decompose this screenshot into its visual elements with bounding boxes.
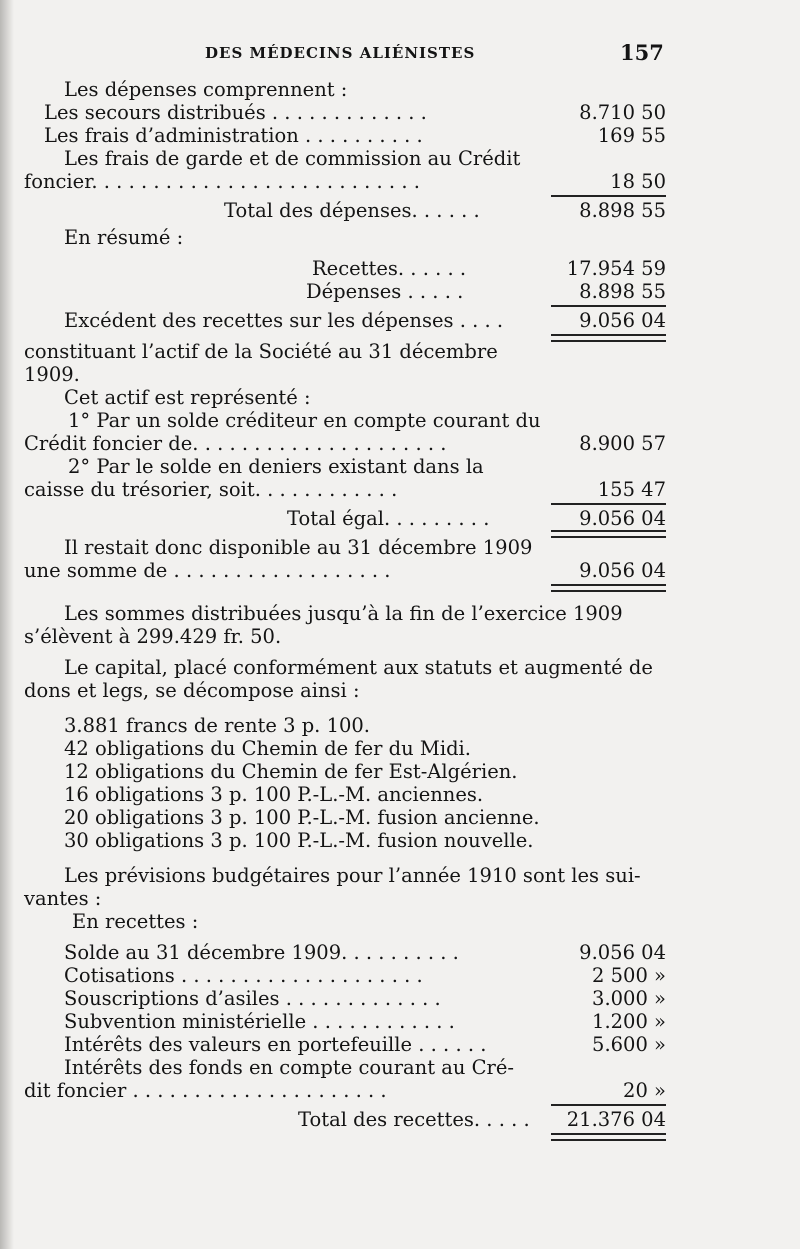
actif-total-amount: 9.056 04 bbox=[579, 507, 666, 530]
prevision-row bbox=[44, 941, 666, 964]
resume-depenses-amount: 8.898 55 bbox=[579, 280, 666, 303]
previsions-rule bbox=[551, 1104, 666, 1106]
resume-depenses-label: Dépenses . . . . . bbox=[306, 280, 464, 303]
previsions-double-rule bbox=[551, 1133, 666, 1141]
prevision-amount: 1.200 » bbox=[592, 1010, 666, 1033]
depenses-row-amount: 8.710 50 bbox=[579, 101, 666, 124]
sommes-line-2: s’élèvent à 299.429 fr. 50. bbox=[24, 625, 282, 648]
prevision-label: Cotisations . . . . . . . . . . . . . . . . . . . . bbox=[64, 964, 423, 987]
previsions-total-label: Total des recettes. . . . . bbox=[298, 1108, 530, 1131]
depenses-row bbox=[44, 101, 666, 124]
resume-intro: En résumé : bbox=[64, 226, 184, 249]
constituant-line-2: 1909. bbox=[24, 363, 80, 386]
resume-recettes-amount: 17.954 59 bbox=[566, 257, 666, 280]
depenses-row-amount: 169 55 bbox=[597, 124, 666, 147]
disponible-row bbox=[24, 559, 666, 582]
depenses-row-label: Les frais d’administration . . . . . . . . . . bbox=[44, 124, 423, 147]
actif-item1-label: Crédit foncier de. . . . . . . . . . . . . . . . . . . . . bbox=[24, 432, 447, 455]
resume-depenses-row bbox=[44, 280, 666, 303]
prevision-row bbox=[44, 1010, 666, 1033]
previsions-total-amount: 21.376 04 bbox=[566, 1108, 666, 1131]
page-edge-shadow bbox=[0, 0, 14, 1249]
garde-row bbox=[24, 170, 666, 193]
actif-rule bbox=[551, 503, 666, 505]
page-number: 157 bbox=[620, 40, 664, 65]
prevision-fonds-row bbox=[24, 1079, 666, 1102]
actif-total-row bbox=[44, 507, 666, 530]
capital-item: 20 obligations 3 p. 100 P.-L.-M. fusion ancienne. bbox=[64, 806, 540, 829]
disponible-amount: 9.056 04 bbox=[579, 559, 666, 582]
prevision-amount: 2 500 » bbox=[592, 964, 666, 987]
capital-item: 3.881 francs de rente 3 p. 100. bbox=[64, 714, 370, 737]
running-title: DES MÉDECINS ALIÉNISTES bbox=[205, 44, 476, 62]
prevision-row bbox=[44, 1033, 666, 1056]
actif-total-label: Total égal. . . . . . . . . bbox=[287, 507, 490, 530]
capital-item: 12 obligations du Chemin de fer Est-Algérien. bbox=[64, 760, 518, 783]
depenses-total-label: Total des dépenses. . . . . . bbox=[224, 199, 480, 222]
prevision-fonds-amount: 20 » bbox=[623, 1079, 666, 1102]
actif-item2-label: caisse du trésorier, soit. . . . . . . . . . . . bbox=[24, 478, 398, 501]
excedent-row bbox=[44, 309, 666, 332]
prevision-label: Solde au 31 décembre 1909. . . . . . . . . . bbox=[64, 941, 459, 964]
previsions-total-row bbox=[44, 1108, 666, 1131]
disponible-label: une somme de . . . . . . . . . . . . . . . . . . bbox=[24, 559, 391, 582]
capital-item: 16 obligations 3 p. 100 P.-L.-M. anciennes. bbox=[64, 783, 484, 806]
actif-item2-row bbox=[24, 478, 666, 501]
excedent-label: Excédent des recettes sur les dépenses . . . . bbox=[64, 309, 504, 332]
garde-line-1: Les frais de garde et de commission au Crédit bbox=[64, 147, 521, 170]
subtotal-rule bbox=[551, 195, 666, 197]
actif-item1-amount: 8.900 57 bbox=[579, 432, 666, 455]
depenses-row bbox=[44, 124, 666, 147]
prevision-fonds-line-1: Intérêts des fonds en compte courant au Cré- bbox=[64, 1056, 514, 1079]
excedent-amount: 9.056 04 bbox=[579, 309, 666, 332]
actif-intro: Cet actif est représenté : bbox=[64, 386, 311, 409]
prevision-row bbox=[44, 964, 666, 987]
actif-item1-row bbox=[24, 432, 666, 455]
capital-item: 30 obligations 3 p. 100 P.-L.-M. fusion nouvelle. bbox=[64, 829, 534, 852]
prevision-row bbox=[44, 987, 666, 1010]
disponible-line-1: Il restait donc disponible au 31 décembre 1909 bbox=[64, 536, 533, 559]
prevision-amount: 9.056 04 bbox=[579, 941, 666, 964]
resume-rule bbox=[551, 305, 666, 307]
prevision-amount: 5.600 » bbox=[592, 1033, 666, 1056]
previsions-line-2: vantes : bbox=[24, 887, 102, 910]
capital-line-1: Le capital, placé conformément aux statuts et augmenté de bbox=[64, 656, 653, 679]
prevision-label: Intérêts des valeurs en portefeuille . . . . . . bbox=[64, 1033, 487, 1056]
capital-item: 42 obligations du Chemin de fer du Midi. bbox=[64, 737, 471, 760]
prevision-amount: 3.000 » bbox=[592, 987, 666, 1010]
previsions-line-1: Les prévisions budgétaires pour l’année 1910 sont les sui- bbox=[64, 864, 641, 887]
garde-label: foncier. . . . . . . . . . . . . . . . . . . . . . . . . . . bbox=[24, 170, 420, 193]
depenses-intro: Les dépenses comprennent : bbox=[64, 78, 348, 101]
page-header bbox=[0, 40, 800, 70]
page-body bbox=[24, 78, 666, 1137]
actif-item1-line1: 1° Par un solde créditeur en compte courant du bbox=[68, 409, 541, 432]
previsions-sub: En recettes : bbox=[72, 910, 199, 933]
actif-item2-line1: 2° Par le solde en deniers existant dans la bbox=[68, 455, 484, 478]
depenses-total-row bbox=[44, 199, 666, 222]
prevision-label: Souscriptions d’asiles . . . . . . . . . . . . . bbox=[64, 987, 441, 1010]
sommes-line-1: Les sommes distribuées jusqu’à la fin de l’exercice 1909 bbox=[64, 602, 623, 625]
garde-amount: 18 50 bbox=[610, 170, 666, 193]
resume-recettes-row bbox=[44, 257, 666, 280]
constituant-line-1: constituant l’actif de la Société au 31 décembre bbox=[24, 340, 498, 363]
capital-line-2: dons et legs, se décompose ainsi : bbox=[24, 679, 360, 702]
resume-recettes-label: Recettes. . . . . . bbox=[312, 257, 467, 280]
prevision-label: Subvention ministérielle . . . . . . . . . . . . bbox=[64, 1010, 455, 1033]
disponible-double-rule bbox=[551, 584, 666, 592]
depenses-row-label: Les secours distribués . . . . . . . . . . . . . bbox=[44, 101, 427, 124]
prevision-fonds-label: dit foncier . . . . . . . . . . . . . . . . . . . . . bbox=[24, 1079, 387, 1102]
depenses-total-amount: 8.898 55 bbox=[579, 199, 666, 222]
actif-item2-amount: 155 47 bbox=[597, 478, 666, 501]
